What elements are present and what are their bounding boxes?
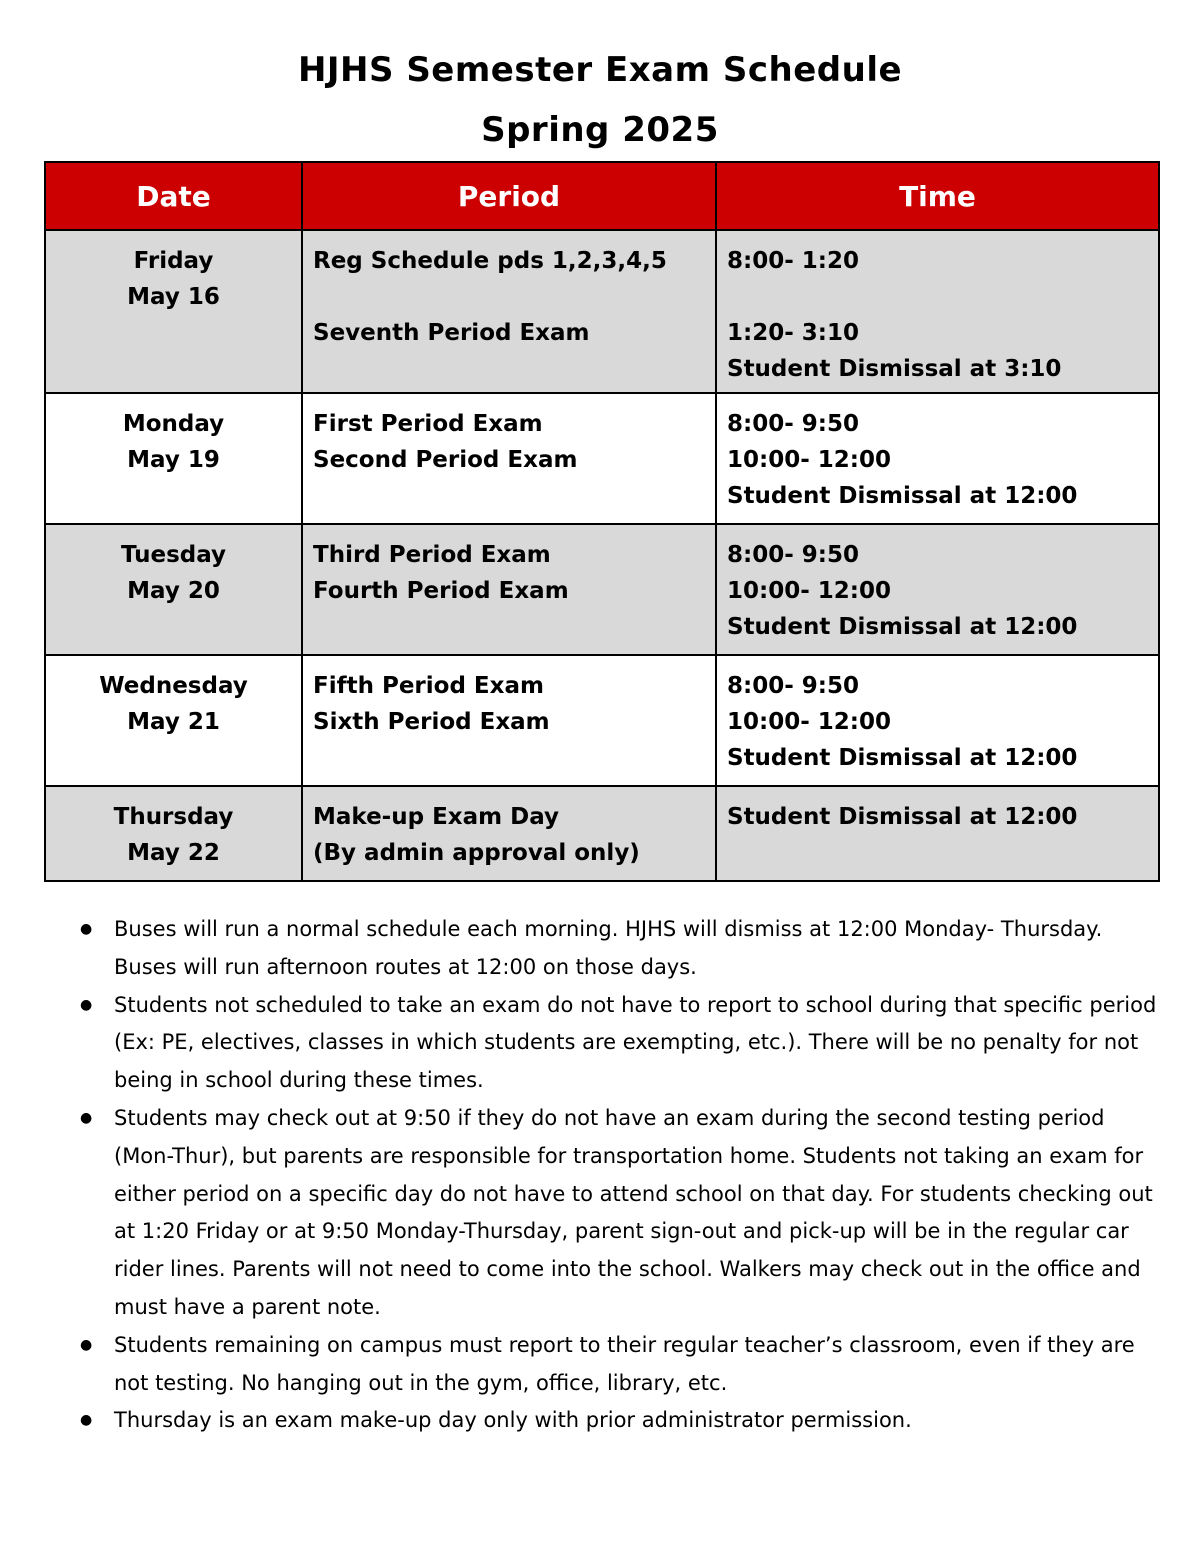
time-line: 10:00- 12:00 <box>727 447 891 473</box>
dismissal-line: Student Dismissal at 12:00 <box>727 804 1078 830</box>
date-label: May 21 <box>127 709 220 735</box>
time-cell <box>716 655 1159 786</box>
period-line: (By admin approval only) <box>313 840 640 866</box>
date-label: May 16 <box>127 284 220 310</box>
bullet-icon: ● <box>80 1109 93 1126</box>
period-cell <box>302 655 716 786</box>
period-cell <box>302 786 716 881</box>
note-text: Students may check out at 9:50 if they do not have an exam during the second testing period (Mon-Thur), but parents are responsible for transportation home. Students not taking an exam for either period on a specific day do not have to attend school on that day. For students checking out at 1:20 Friday or at 9:50 Monday-Thursday, parent sign-out and pick-up will be in the regular car rider lines. Parents will not need to come into the school. Walkers may check out in the office and must have a parent note. <box>114 1105 1153 1319</box>
period-cell <box>302 230 716 393</box>
bullet-icon: ● <box>80 921 93 937</box>
dismissal-line: Student Dismissal at 12:00 <box>727 745 1078 771</box>
period-line: Fifth Period Exam <box>313 673 544 699</box>
day-label: Tuesday <box>120 542 227 568</box>
header-date: Date <box>45 162 302 230</box>
period-line: Reg Schedule pds 1,2,3,4,5 <box>313 248 667 274</box>
day-label: Monday <box>122 411 225 437</box>
period-line: Sixth Period Exam <box>313 709 550 735</box>
note-text: Students not scheduled to take an exam do not have to report to school during that specific period (Ex: PE, electives, classes in which students are exempting, etc.). There will be no penalty for not being in school during these times. <box>114 992 1157 1093</box>
note-text: Students remaining on campus must report to their regular teacher’s classroom, even if they are not testing. No hanging out in the gym, office, library, etc. <box>114 1332 1135 1395</box>
dismissal-line: Student Dismissal at 12:00 <box>727 483 1078 509</box>
day-label: Wednesday <box>99 673 248 699</box>
notes-list <box>78 911 1158 1440</box>
list-item <box>78 1100 1158 1327</box>
time-line: 10:00- 12:00 <box>727 578 891 604</box>
dismissal-line: Student Dismissal at 12:00 <box>727 614 1078 640</box>
date-cell <box>45 524 302 655</box>
table-row <box>45 524 1159 655</box>
period-line: Third Period Exam <box>313 542 551 568</box>
list-item <box>78 1402 1158 1440</box>
period-line: Make-up Exam Day <box>313 804 560 830</box>
time-line: 10:00- 12:00 <box>727 709 891 735</box>
date-label: May 20 <box>127 578 220 604</box>
bullet-icon: ● <box>80 996 93 1013</box>
day-label: Thursday <box>113 804 234 830</box>
table-row <box>45 393 1159 524</box>
note-text: Buses will run a normal schedule each morning. HJHS will dismiss at 12:00 Monday- Thursday. Buses will run afternoon routes at 12:00 on those days. <box>114 917 1103 979</box>
time-line: 8:00- 9:50 <box>727 411 859 437</box>
date-cell <box>45 230 302 393</box>
date-label: May 19 <box>127 447 220 473</box>
date-cell <box>45 393 302 524</box>
table-row <box>45 786 1159 881</box>
time-cell <box>716 524 1159 655</box>
period-line: Seventh Period Exam <box>313 320 590 346</box>
dismissal-line: Student Dismissal at 3:10 <box>727 356 1062 382</box>
header-time: Time <box>716 162 1159 230</box>
date-cell <box>45 786 302 881</box>
period-cell <box>302 393 716 524</box>
bullet-icon: ● <box>80 1336 93 1353</box>
exam-schedule-table <box>44 161 1160 882</box>
time-line: 8:00- 9:50 <box>727 542 859 568</box>
time-line: 8:00- 1:20 <box>727 248 859 274</box>
list-item <box>78 987 1158 1100</box>
table-row <box>45 655 1159 786</box>
table-header-row <box>45 162 1159 230</box>
date-cell <box>45 655 302 786</box>
time-cell <box>716 393 1159 524</box>
period-line: First Period Exam <box>313 411 543 437</box>
period-line: Fourth Period Exam <box>313 578 569 604</box>
period-line: Second Period Exam <box>313 447 578 473</box>
page-title: HJHS Semester Exam Schedule <box>297 50 903 90</box>
day-label: Friday <box>133 248 214 274</box>
note-text: Thursday is an exam make-up day only with prior administrator permission. <box>114 1408 912 1433</box>
table-row <box>45 230 1159 393</box>
list-item <box>78 1327 1158 1403</box>
date-label: May 22 <box>127 840 220 866</box>
period-cell <box>302 524 716 655</box>
page-subtitle: Spring 2025 <box>481 110 719 150</box>
time-line: 1:20- 3:10 <box>727 320 859 346</box>
time-cell <box>716 230 1159 393</box>
time-line: 8:00- 9:50 <box>727 673 859 699</box>
bullet-icon: ● <box>80 1412 93 1429</box>
list-item <box>78 911 1158 987</box>
header-period: Period <box>302 162 716 230</box>
time-cell <box>716 786 1159 881</box>
